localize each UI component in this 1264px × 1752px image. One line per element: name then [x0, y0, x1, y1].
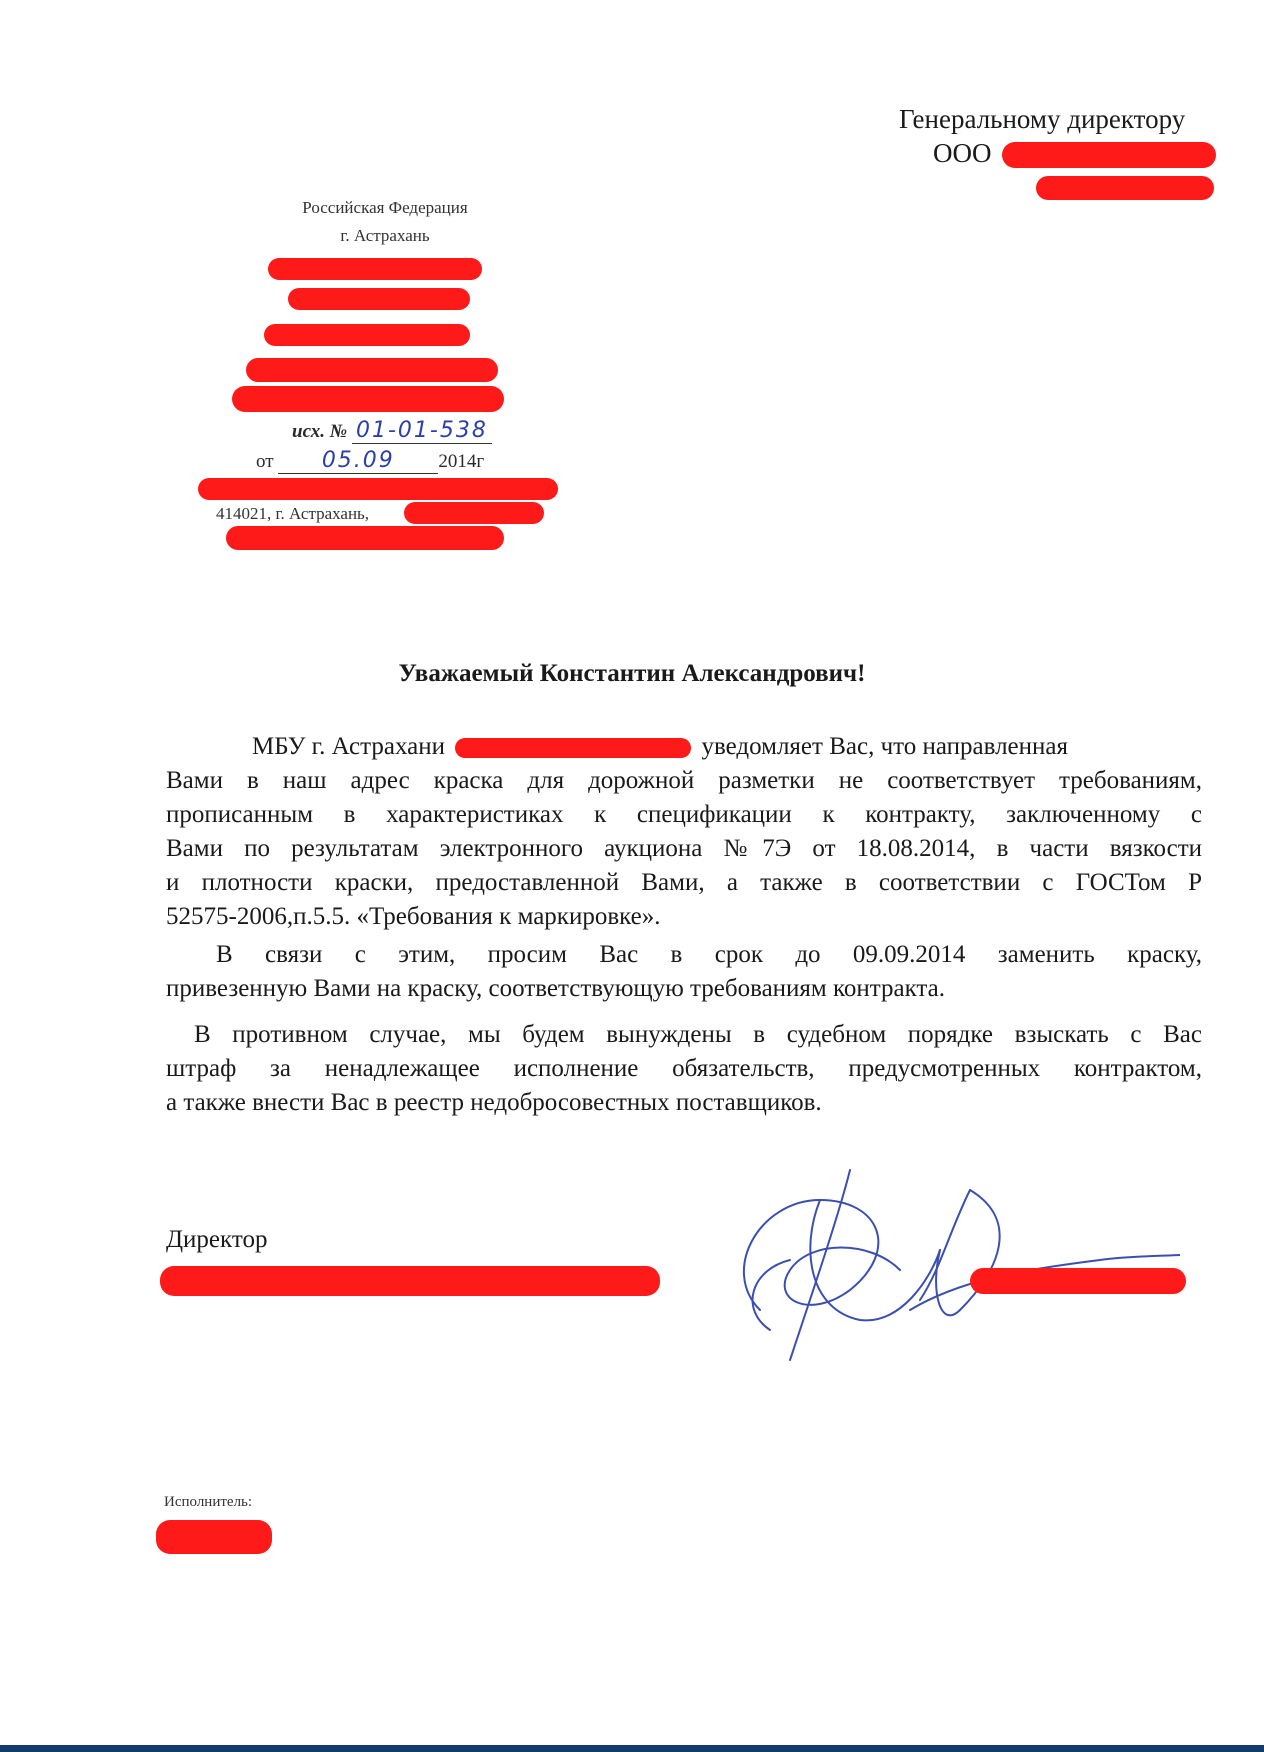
redaction-address-street: [404, 502, 544, 524]
paragraph-1-line-1: [166, 730, 1202, 764]
redaction-company-name: [1002, 142, 1216, 168]
sender-city: г. Астрахань: [340, 226, 430, 245]
outgoing-number-label: исх. №: [292, 421, 348, 442]
paragraph-2-line-1: В связи с этим, просим Вас в срок до 09.09.2014 заменить краску,: [216, 941, 1202, 968]
redaction-org-inline: [455, 738, 691, 758]
redaction-org-line-3: [264, 324, 470, 346]
p1-org-text: МБУ г. Астрахани: [252, 733, 445, 760]
paragraph-1: [166, 730, 1202, 934]
outgoing-date-year: 2014г: [438, 451, 485, 472]
paragraph-3: [166, 1018, 1202, 1120]
signatory-title: Директор: [166, 1226, 268, 1253]
paragraph-1-line-5: и плотности краски, предоставленной Вами, а также в соответствии с ГОСТом Р: [166, 869, 1202, 896]
recipient-title: Генеральному директору: [899, 104, 1186, 134]
redaction-org-line-2: [288, 288, 470, 310]
paragraph-3-line-2: штраф за ненадлежащее исполнение обязательств, предусмотренных контрактом,: [166, 1055, 1202, 1082]
redaction-org-line-5: [232, 386, 504, 412]
redaction-signatory-org: [160, 1266, 660, 1296]
outgoing-number-value: 01-01-538: [352, 418, 492, 444]
paragraph-1-line-2: Вами в наш адрес краска для дорожной разметки не соответствует требованиям,: [166, 767, 1202, 794]
paragraph-2-line-2: привезенную Вами на краску, соответствующую требованиям контракта.: [166, 975, 945, 1002]
date-prefix: от: [256, 451, 274, 472]
paragraph-2: [166, 938, 1202, 1006]
paragraph-3-line-1: В противном случае, мы будем вынуждены в судебном порядке взыскать с Вас: [194, 1021, 1202, 1048]
sender-country: Российская Федерация: [302, 198, 468, 217]
redaction-org-line-1: [268, 258, 482, 280]
redaction-signatory-name: [970, 1268, 1186, 1294]
redaction-address-line-3: [226, 526, 504, 550]
redaction-address-line-1: [198, 478, 558, 500]
sender-address: 414021, г. Астрахань,: [216, 504, 370, 523]
salutation: Уважаемый Константин Александрович!: [398, 660, 866, 687]
redaction-company-city: [1036, 176, 1214, 200]
paragraph-1-line-6: 52575-2006,п.5.5. «Требования к маркировке».: [166, 903, 661, 930]
recipient-company: ООО: [933, 138, 992, 168]
outgoing-date-value: 05.09: [278, 448, 438, 474]
paragraph-1-line-3: прописанным в характеристиках к спецификации к контракту, заключенному с: [166, 801, 1202, 828]
p1-notify-text: уведомляет Вас, что направленная: [701, 733, 1069, 760]
paragraph-1-line-4: Вами по результатам электронного аукциона №7Э от 18.08.2014, в части вязкости: [166, 835, 1202, 862]
outgoing-number-row: [292, 418, 492, 444]
executor-label: Исполнитель:: [164, 1494, 253, 1510]
scan-edge: [0, 1745, 1264, 1752]
redaction-executor: [156, 1520, 272, 1554]
outgoing-date-row: [256, 448, 484, 474]
paragraph-3-line-3: а также внести Вас в реестр недобросовестных поставщиков.: [166, 1089, 822, 1116]
redaction-org-line-4: [246, 358, 498, 382]
